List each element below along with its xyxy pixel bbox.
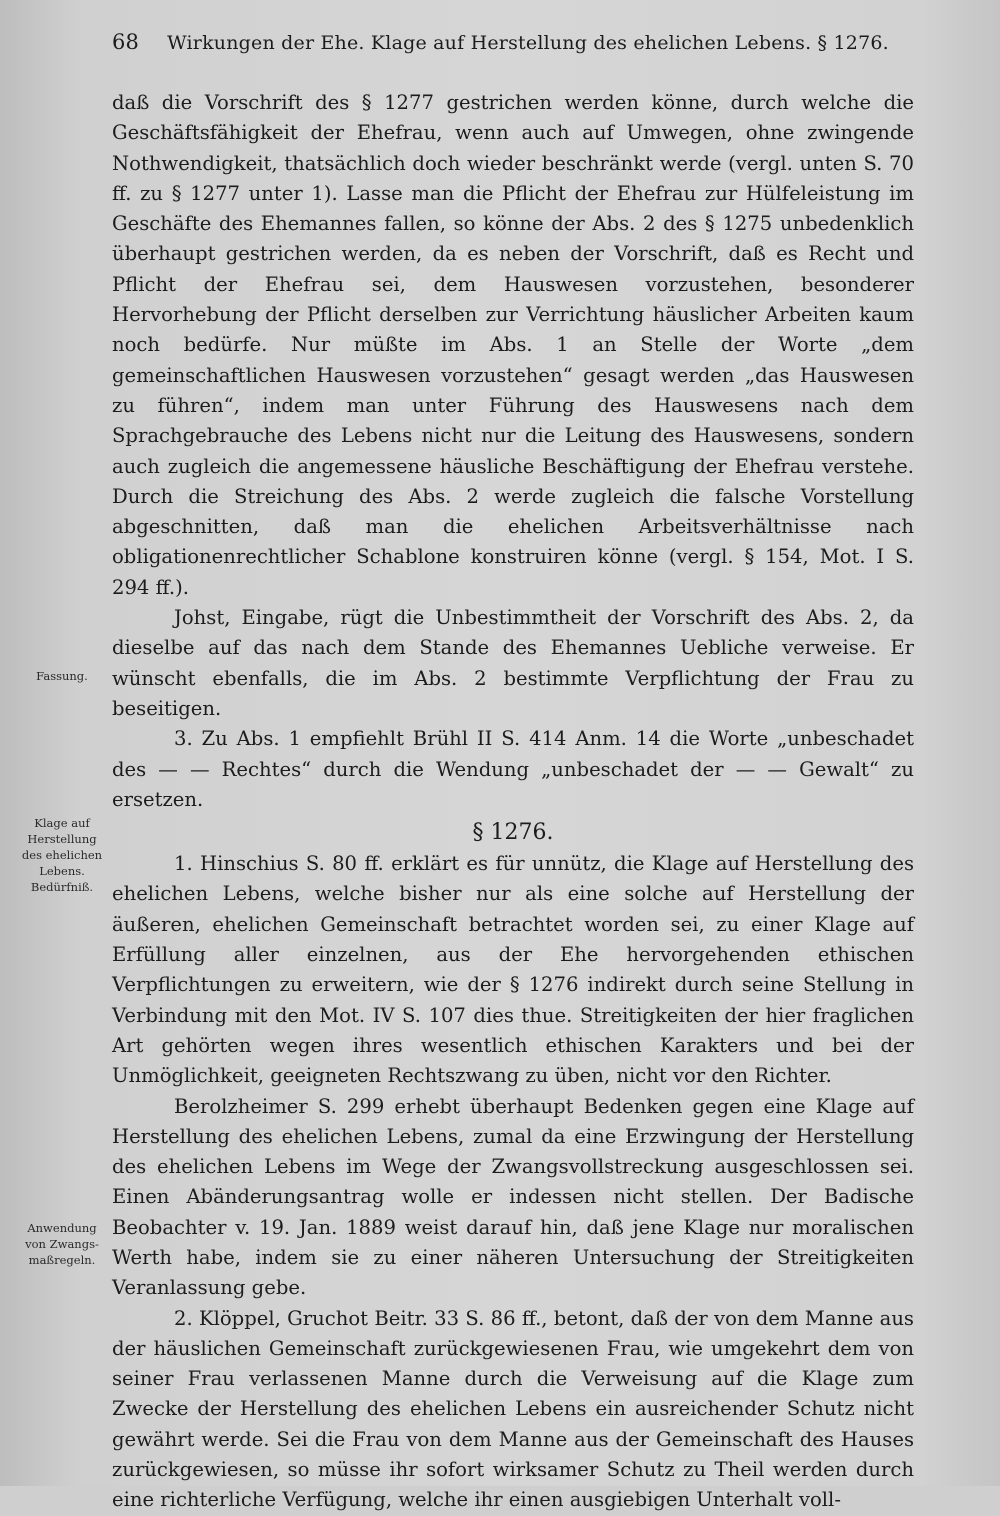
margin-note-klage [14,815,110,895]
paragraph: 1. Hinschius S. 80 ff. erklärt es für unnütz, die Klage auf Herstellung des ehelichen Lebens, welche bisher nur als eine solche auf Herstellung der äußeren, ehelichen Gemeinschaft betrachtet worden sei, zu einer Klage auf Erfüllung aller einzelnen, aus der Ehe hervorgehenden ethischen Verpflichtungen zu erweitern, wie der § 1276 indirekt durch seine Stellung in Verbindung mit den Mot. IV S. 107 dies thue. Streitigkeiten der hier fraglichen Art gehörten wegen ihres wesentlich ethischen Karakters und bei der Unmöglichkeit, geeigneten Rechtszwang zu üben, nicht vor den Richter. [112,852,914,1088]
margin-note-anwendung [14,1220,110,1268]
margin-note-line: Herstellung [27,832,97,846]
margin-note-line: Fassung. [36,669,88,683]
paragraph: daß die Vorschrift des § 1277 gestrichen werden könne, durch welche die Geschäftsfähigkeit der Ehefrau, wenn auch auf Umwegen, ohne zwingende Nothwendigkeit, thatsächlich doch wieder beschränkt werde (vergl. unten S. 70 ff. zu § 1277 unter 1). Lasse man die Pflicht der Ehefrau zur Hülfeleistung im Geschäfte des Ehemannes fallen, so könne der Abs. 2 des § 1275 unbedenklich überhaupt gestrichen werden, da es neben der Vorschrift, daß es Recht und Pflicht der Ehefrau sei, dem Hauswesen vorzustehen, besonderer Hervorhebung der Pflicht derselben zur Verrichtung häuslicher Arbeiten kaum noch bedürfe. Nur müßte im Abs. 1 an Stelle der Worte „dem gemeinschaftlichen Hauswesen vorzustehen“ gesagt werden „das Hauswesen zu führen“, indem man unter Führung des Hauswesens nach dem Sprachgebrauche des Lebens nicht nur die Leitung des Hauswesens, sondern auch zugleich die angemessene häusliche Beschäftigung der Ehefrau verstehe. Durch die Streichung des Abs. 2 werde zugleich die falsche Vorstellung abgeschnitten, daß man die ehelichen Arbeitsverhältnisse nach obligationenrechtlicher Schablone konstruiren könne (vergl. § 154, Mot. I S. 294 ff.). [112,91,914,599]
margin-note-line: Bedürfniß. [30,880,94,894]
paragraph: Berolzheimer S. 299 erhebt überhaupt Bedenken gegen eine Klage auf Herstellung des ehelichen Lebens, zumal da eine Erzwingung der Herstellung des ehelichen Lebens im Wege der Zwangsvollstreckung ausgeschlossen sei. Einen Abänderungsantrag wolle er indessen nicht stellen. Der Badische Beobachter v. 19. Jan. 1889 weist darauf hin, daß jene Klage nur moralischen Werth habe, indem sie zu einer näheren Untersuchung der Streitigkeiten Veranlassung gebe. [112,1094,914,1300]
paragraph: 3. Zu Abs. 1 empfiehlt Brühl II S. 414 Anm. 14 die Worte „unbeschadet des — — Rechtes“ durch die Wendung „unbeschadet der — — Gewalt“ zu ersetzen. [112,727,914,811]
running-header [112,30,912,54]
page-number: 68 [112,30,140,54]
running-title: Wirkungen der Ehe. Klage auf Herstellung des ehelichen Lebens. § 1276. [167,32,889,54]
margin-note-line: maßregeln. [28,1253,96,1267]
margin-note-line: Lebens. [39,864,85,878]
margin-note-fassung [14,668,110,684]
margin-note-line: von Zwangs- [25,1237,99,1251]
paragraph: Johst, Eingabe, rügt die Unbestimmtheit der Vorschrift des Abs. 2, da dieselbe auf das nach dem Stande des Ehemannes Uebliche verweise. Er wünscht ebenfalls, die im Abs. 2 bestimmte Verpflichtung der Frau zu beseitigen. [112,606,914,720]
main-text [112,88,914,1516]
section-heading: § 1276. [472,820,554,846]
paragraph: 2. Klöppel, Gruchot Beitr. 33 S. 86 ff., betont, daß der von dem Manne aus der häuslichen Gemeinschaft zurückgewiesenen Frau, wie umgekehrt dem von seiner Frau verlassenen Manne durch die Verweisung auf die Klage zum Zwecke der Herstellung des ehelichen Lebens ein ausreichender Schutz nicht gewährt werde. Sei die Frau von dem Manne aus der Gemeinschaft des Hauses zurückgewiesen, so müsse ihr sofort wirksamer Schutz zu Theil werden durch eine richterliche Verfügung, welche ihr einen ausgiebigen Unterhalt voll- [112,1306,914,1512]
margin-note-line: Klage auf [34,816,90,830]
margin-note-line: Anwendung [27,1221,97,1235]
margin-note-line: des ehelichen [21,848,103,862]
